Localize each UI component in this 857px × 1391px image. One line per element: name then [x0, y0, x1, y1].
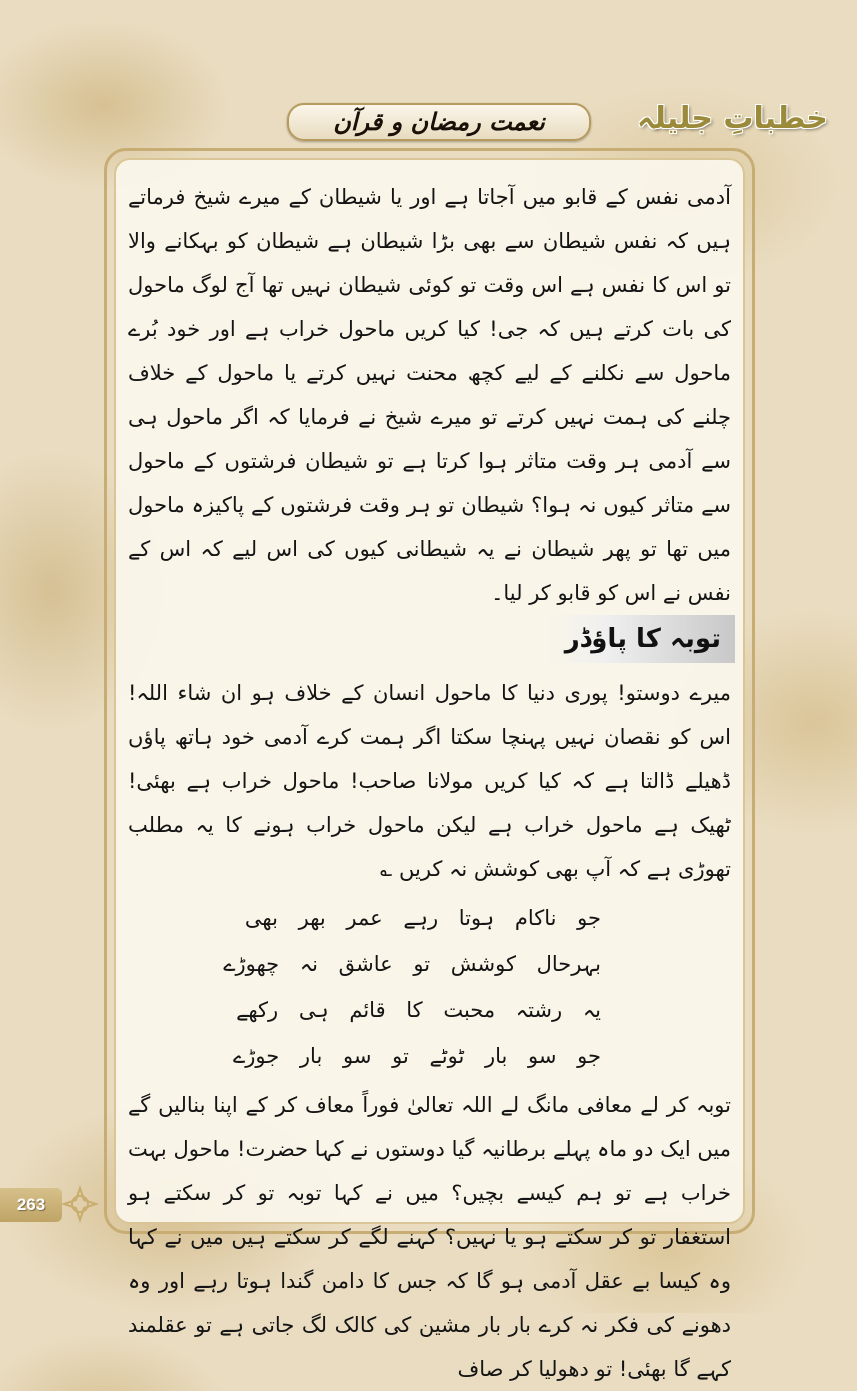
- section-heading: توبہ کا پاؤڈر: [547, 615, 735, 663]
- book-logo: خطباتِ جلیلہ: [637, 100, 828, 136]
- ornament-icon: [60, 1184, 100, 1224]
- paragraph-1: آدمی نفس کے قابو میں آجاتا ہے اور یا شیطان کے میرے شیخ فرماتے ہیں کہ نفس شیطان سے بھی بڑا شیطان ہے شیطان کو بہکانے والا تو اس کا نفس ہے اس وقت تو کوئی شیطان نہیں تھا آج لوگ ماحول کی بات کرتے ہیں کہ جی! کیا کریں ماحول خراب ہے اور خود بُرے ماحول سے نکلنے کے لیے کچھ محنت نہیں کرتے یا ماحول کے خلاف چلنے کی ہمت نہیں کرتے تو میرے شیخ نے فرمایا کہ اگر ماحول ہی سے آدمی ہر وقت متاثر ہوا کرتا ہے تو شیطان فرشتوں کے ماحول سے متاثر کیوں نہ ہوا؟ شیطان تو ہر وقت فرشتوں کے پاکیزہ ماحول میں تھا تو پھر شیطان نے یہ شیطانی کیوں کی اس لیے کہ اس کے نفس نے اس کو قابو کر لیا۔: [128, 185, 731, 605]
- page-header: [287, 100, 837, 142]
- poem-block: [128, 895, 731, 1079]
- paragraph-2: میرے دوستو! پوری دنیا کا ماحول انسان کے خلاف ہو ان شاء اللہ! اس کو نقصان نہیں پہنچا سکتا اگر ہمت کرے آدمی خود ہاتھ پاؤں ڈھیلے ڈالتا ہے کہ کیا کریں مولانا صاحب! ماحول خراب ہے بھئی! ٹھیک ہے ماحول خراب ہے لیکن ماحول خراب ہونے کا یہ مطلب تھوڑی ہے کہ آپ بھی کوشش نہ کریں ؎: [128, 681, 731, 881]
- page-content: [128, 175, 731, 1391]
- poem-line: جو سو بار ٹوٹے تو سو بار جوڑے: [232, 1044, 601, 1068]
- poem-line: یہ رشتہ محبت کا قائم ہی رکھے: [236, 998, 601, 1022]
- poem-line: جو ناکام ہوتا رہے عمر بھر بھی: [244, 906, 601, 930]
- poem-line: بہرحال کوشش تو عاشق نہ چھوڑے: [223, 952, 601, 976]
- paragraph-3: توبہ کر لے معافی مانگ لے اللہ تعالیٰ فوراً معاف کر کے اپنا بنالیں گے میں ایک دو ماہ پہلے برطانیہ گیا دوستوں نے کہا حضرت! ماحول بہت خراب ہے تو ہم کیسے بچیں؟ میں نے کہا توبہ تو کر سکتے ہو استغفار تو کر سکتے ہو یا نہیں؟ کہنے لگے کر سکتے ہیں میں نے کہا وہ کیسا بے عقل آدمی ہو گا کہ جس کا دامن گندا ہوتا رہے اور وہ دھونے کی فکر نہ کرے بار بار مشین کی کالک لگ جاتی ہے تو عقلمند کہے گا بھئی! تو دھولیا کر صاف: [128, 1093, 731, 1381]
- chapter-title: نعمت رمضان و قرآن: [287, 103, 591, 141]
- page-number: 263: [0, 1188, 62, 1222]
